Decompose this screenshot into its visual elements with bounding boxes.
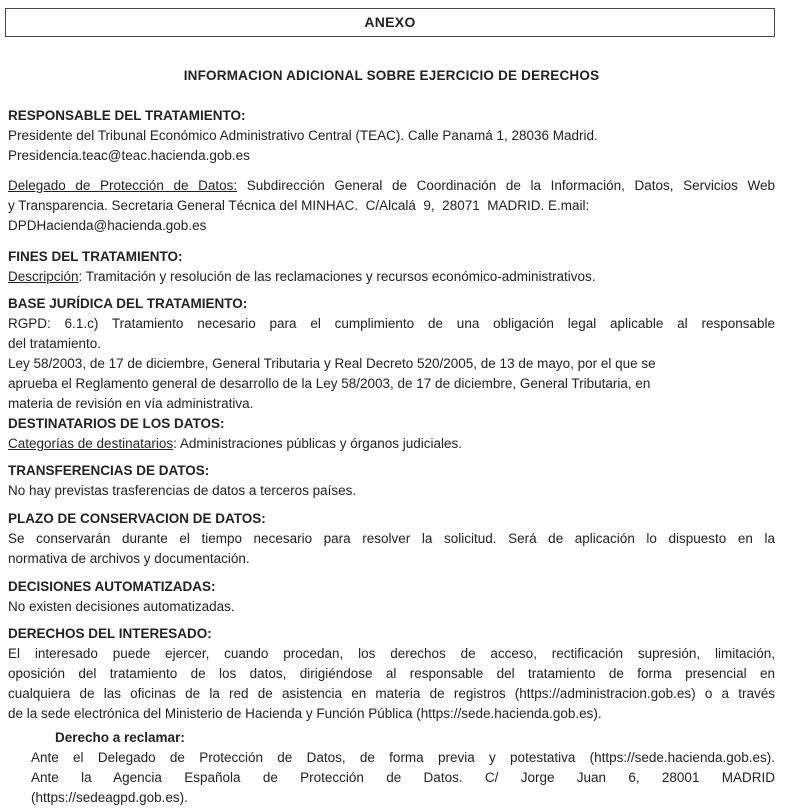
- ley-line-1: Ley 58/2003, de 17 de diciembre, General Tributaria y Real Decreto 520/2005, de 13 de mayo, por el que se: [8, 356, 656, 371]
- anexo-title-box: [5, 8, 775, 37]
- section-derechos-interesado: [8, 624, 775, 724]
- dpo-email: DPDHacienda@hacienda.gob.es: [8, 218, 207, 233]
- dpo-line-1-text: Subdirección General de Coordinación de la Información, Datos, Servicios Web: [246, 178, 775, 193]
- reclamar-line-2: Ante la Agencia Española de Protección de Datos. C/ Jorge Juan 6, 28001 MADRID: [31, 770, 775, 785]
- heading-decisiones: DECISIONES AUTOMATIZADAS:: [8, 579, 216, 594]
- document-title: INFORMACION ADICIONAL SOBRE EJERCICIO DE DERECHOS: [183, 68, 600, 83]
- heading-transferencias: TRANSFERENCIAS DE DATOS:: [8, 463, 210, 478]
- derechos-line-3: cualquiera de las oficinas de la red de asistencia en materia de registros (https://administracion.gob.es) o a través: [8, 686, 775, 701]
- rgpd-line-2: del tratamiento.: [8, 336, 102, 351]
- categorias-label: Categorías de destinatarios: [8, 436, 174, 451]
- plazo-line-2: normativa de archivos y documentación.: [8, 551, 250, 566]
- section-responsable: [8, 106, 775, 166]
- derechos-line-1: El interesado puede ejercer, cuando procedan, los derechos de acceso, rectificación supresión, limitación,: [8, 646, 775, 661]
- reclamar-line-3: (https://sedeagpd.gob.es).: [31, 790, 188, 805]
- ley-line-3: materia de revisión en vía administrativa.: [8, 396, 254, 411]
- section-transferencias: [8, 461, 775, 501]
- section-fines: [8, 247, 775, 287]
- section-plazo-conservacion: [8, 509, 775, 569]
- heading-responsable: RESPONSABLE DEL TRATAMIENTO:: [8, 108, 246, 123]
- descripcion-label: Descripción: [8, 269, 79, 284]
- descripcion-text: : Tramitación y resolución de las reclamaciones y recursos económico-administrativos.: [78, 269, 596, 284]
- heading-destinatarios: DESTINATARIOS DE LOS DATOS:: [8, 416, 225, 431]
- derechos-line-2: oposición del tratamiento de los datos, dirigiéndose al responsable del tratamiento de forma presencial en: [8, 666, 775, 681]
- heading-plazo: PLAZO DE CONSERVACION DE DATOS:: [8, 511, 266, 526]
- responsable-address-line: Presidente del Tribunal Económico Administrativo Central (TEAC). Calle Panamá 1, 28036 Madrid.: [8, 128, 598, 143]
- dpo-label: Delegado de Protección de Datos:: [8, 178, 238, 193]
- responsable-email: Presidencia.teac@teac.hacienda.gob.es: [8, 148, 250, 163]
- section-destinatarios: [8, 414, 775, 454]
- destinatarios-line: [8, 434, 775, 454]
- heading-derecho-reclamar: Derecho a reclamar:: [55, 730, 185, 745]
- plazo-line-1: Se conservarán durante el tiempo necesario para resolver la solicitud. Será de aplicación lo dispuesto en la: [8, 531, 775, 546]
- fines-descripcion-line: [8, 267, 775, 287]
- derechos-line-4: de la sede electrónica del Ministerio de Hacienda y Función Pública (https://sede.hacienda.gob.es).: [8, 706, 602, 721]
- heading-fines: FINES DEL TRATAMIENTO:: [8, 249, 183, 264]
- section-derecho-reclamar: [8, 728, 775, 808]
- heading-base-juridica: BASE JURÍDICA DEL TRATAMIENTO:: [8, 296, 248, 311]
- section-base-juridica: [8, 294, 775, 414]
- ley-line-2: aprueba el Reglamento general de desarrollo de la Ley 58/2003, de 17 de diciembre, General Tributaria, en: [8, 376, 651, 391]
- decisiones-line: No existen decisiones automatizadas.: [8, 599, 235, 614]
- reclamar-line-1: Ante el Delegado de Protección de Datos, de forma previa y potestativa (https://sede.hacienda.gob.es).: [31, 750, 775, 765]
- anexo-title: ANEXO: [364, 14, 416, 30]
- heading-derechos: DERECHOS DEL INTERESADO:: [8, 626, 212, 641]
- rgpd-line-1: RGPD: 6.1.c) Tratamiento necesario para el cumplimiento de una obligación legal aplicable al responsable: [8, 316, 775, 331]
- dpo-line-2: y Transparencia. Secretaria General Técnica del MINHAC. C/Alcalá 9, 28071 MADRID. E.mail:: [8, 198, 590, 213]
- section-decisiones: [8, 577, 775, 617]
- dpo-line-1: [8, 176, 775, 196]
- categorias-text: : Administraciones públicas y órganos judiciales.: [173, 436, 463, 451]
- section-delegado-proteccion-datos: [8, 176, 775, 236]
- transferencias-line: No hay previstas trasferencias de datos a terceros países.: [8, 483, 357, 498]
